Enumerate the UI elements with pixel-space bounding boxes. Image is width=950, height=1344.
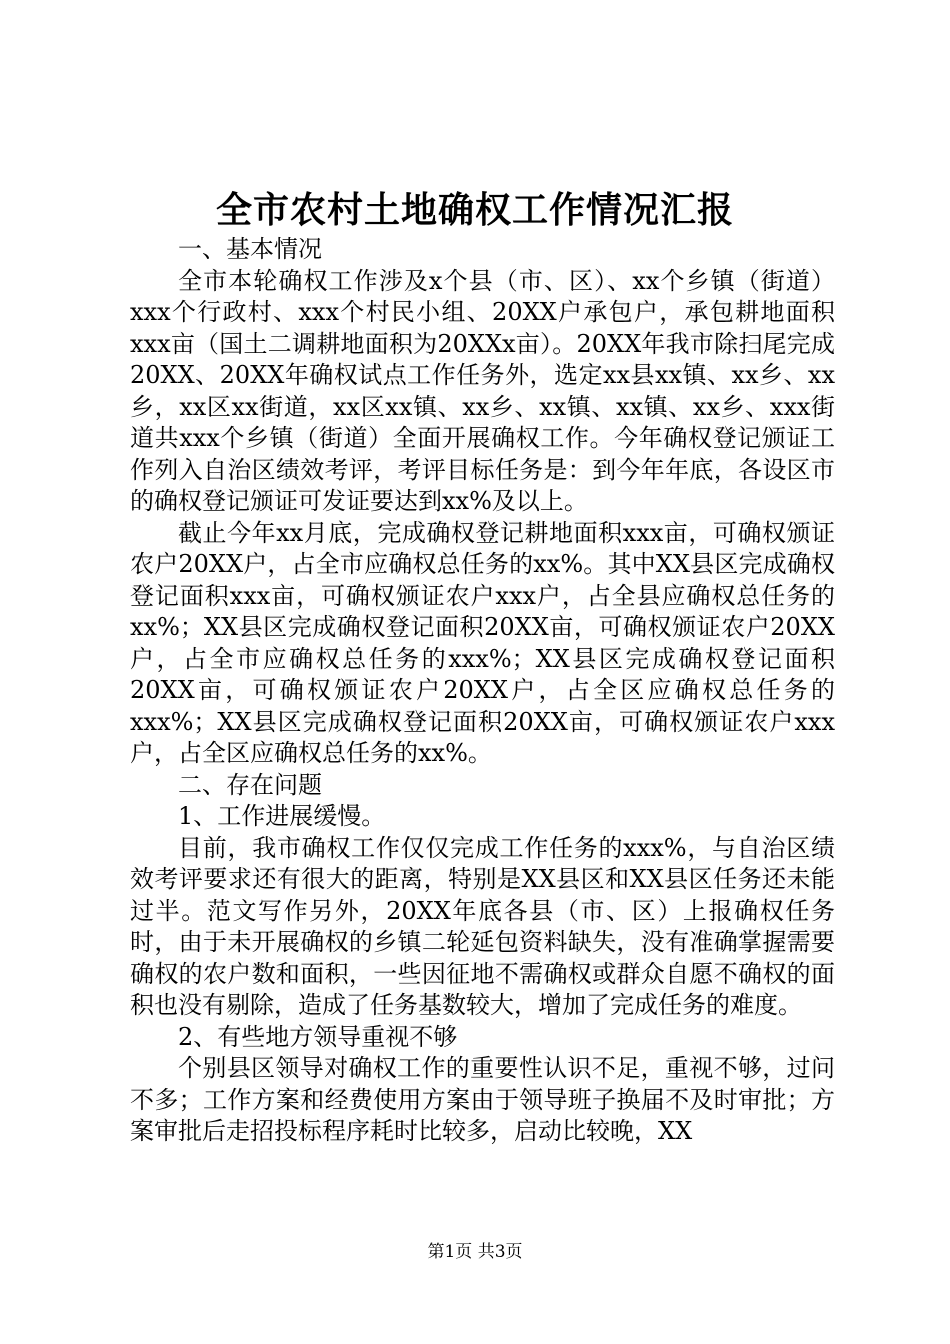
paragraph-slow-progress: 目前，我市确权工作仅仅完成工作任务的xxx%，与自治区绩效考评要求还有很大的距离，特别是XX县区和XX县区任务还未能过半。范文写作另外，20XX年底各县（市、区）上报确权任务时，由于未开展确权的乡镇二轮延包资料缺失，没有准确掌握需要确权的农户数和面积，一些因征地不需确权或群众自愿不确权的面积也没有剔除，造成了任务基数较大，增加了完成任务的难度。 — [130, 833, 835, 1019]
document-title: 全市农村土地确权工作情况汇报 — [215, 189, 734, 231]
subheading-leadership: 2、有些地方领导重视不够 — [178, 1022, 458, 1051]
section-heading-basic-situation: 一、基本情况 — [178, 235, 322, 263]
document-body — [130, 234, 835, 1148]
subheading-slow-progress: 1、工作进展缓慢。 — [178, 802, 386, 830]
paragraph-progress: 截止今年xx月底，完成确权登记耕地面积xxx亩，可确权颁证农户20XX户，占全市应确权总任务的xx%。其中XX县区完成确权登记面积xxx亩，可确权颁证农户xxx户，占全县应确权总任务的xx%；XX县区完成确权登记面积20XX亩，可确权颁证农户20XX户，占全市应确权总任务的xxx%；XX县区完成确权登记面积20XX亩，可确权颁证农户20XX户，占全区应确权总任务的xxx%；XX县区完成确权登记面积20XX亩，可确权颁证农户xxx户，占全区应确权总任务的xx%。 — [130, 518, 835, 767]
page-number-footer: 第1页 共3页 — [427, 1242, 523, 1262]
paragraph-leadership: 个别县区领导对确权工作的重要性认识不足，重视不够，过问不多；工作方案和经费使用方案由于领导班子换届不及时审批；方案审批后走招投标程序耗时比较多，启动比较晚，XX — [130, 1054, 835, 1145]
paragraph-overview: 全市本轮确权工作涉及x个县（市、区）、xx个乡镇（街道）xxx个行政村、xxx个村民小组、20XX户承包户，承包耕地面积xxx亩（国土二调耕地面积为20XXx亩）。20XX年我市除扫尾完成20XX、20XX年确权试点工作任务外，选定xx县xx镇、xx乡、xx乡，xx区xx街道，xx区xx镇、xx乡、xx镇、xx镇、xx乡、xxx街道共xxx个乡镇（街道）全面开展确权工作。今年确权登记颁证工作列入自治区绩效考评，考评目标任务是：到今年年底，各设区市的确权登记颁证可发证要达到xx%及以上。 — [130, 266, 835, 515]
section-heading-problems: 二、存在问题 — [178, 770, 322, 799]
